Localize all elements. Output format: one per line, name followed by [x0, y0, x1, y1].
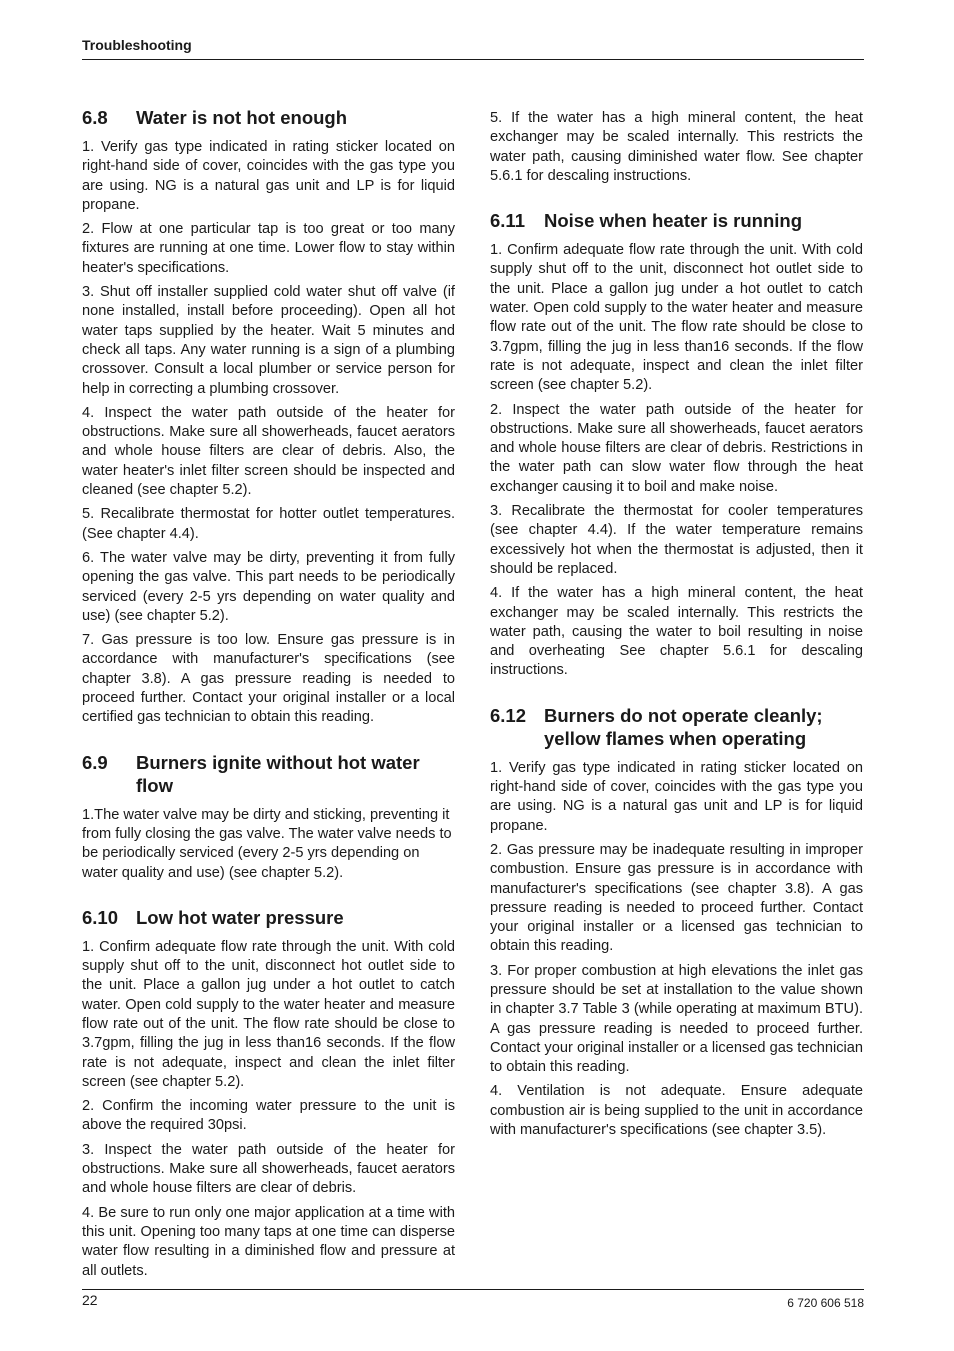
- paragraph: 3. Recalibrate the thermostat for cooler temperatures (see chapter 4.4). If the water temperature remains excessively hot when the thermostat is adjusted, then it should be replaced.: [490, 503, 863, 577]
- paragraph: 1. Verify gas type indicated in rating sticker located on right-hand side of cover, coincides with the gas type you are using. NG is a natural gas unit and LP is for liquid propane.: [490, 759, 863, 834]
- section-heading-6-9: [82, 751, 455, 797]
- paragraph: 6. The water valve may be dirty, preventing it from fully opening the gas valve. This part needs to be periodically serviced (every 2-5 yrs depending on water quality and use) (see chapter 5.2).: [82, 549, 455, 624]
- paragraph: 2. Flow at one particular tap is too great or too many fixtures are running at one time. Lower flow to stay within heater's specifications.: [82, 221, 455, 276]
- paragraph: 3. Inspect the water path outside of the heater for obstructions. Make sure all showerheads, faucet aerators and whole house filters are clear of debris.: [82, 1141, 455, 1197]
- header-divider: [82, 59, 864, 60]
- section-heading-6-8: [82, 106, 455, 129]
- paragraph: 1. Verify gas type indicated in rating sticker located on right-hand side of cover, coincides with the gas type you are using. NG is a natural gas unit and LP is for liquid propane.: [82, 139, 455, 213]
- paragraph: 3. Shut off installer supplied cold water shut off valve (if none installed, install before proceeding). Open all hot water taps supplied by the heater. Wait 5 minutes and check all taps. Any water running is a sign of a plumbing crossover. Consult a local plumber or service person for help in correcting a plumbing crossover.: [82, 284, 455, 397]
- paragraph: 5. If the water has a high mineral content, the heat exchanger may be scaled internally. This restricts the water path, causing diminished water flow. See chapter 5.6.1 for descaling instructions.: [490, 110, 863, 184]
- section-number: 6.8: [82, 107, 108, 128]
- section-spacer: [490, 191, 863, 209]
- document-number: 6 720 606 518: [787, 1296, 864, 1310]
- section-title: Water is not hot enough: [136, 107, 348, 128]
- paragraph: 1. Confirm adequate flow rate through the unit. With cold supply shut off to the unit, disconnect hot outlet side to the unit. Place a gallon jug under a hot outlet to catch water. Open cold supply to the water heater and measure flow rate out of the unit. The flow rate should be close to 3.7gpm, filling the jug in less than16 seconds. If the flow rate is not adequate, inspect and clean the inlet filter screen (see chapter 5.2).: [490, 242, 863, 394]
- paragraph: 5. Recalibrate thermostat for hotter outlet temperatures. (See chapter 4.4).: [82, 506, 455, 542]
- paragraph: 2. Inspect the water path outside of the heater for obstructions. Make sure all showerheads, faucet aerators and whole house filters are clear of debris. Restrictions in the water path can slow water flow through the heat exchanger causing it to boil and make noise.: [490, 401, 863, 495]
- paragraph: 4. Inspect the water path outside of the heater for obstructions. Make sure all showerheads, faucet aerators and whole house filters are clear of debris. Also, the water heater's inlet filter screen should be inspected and cleaned (see chapter 5.2).: [82, 404, 455, 499]
- paragraph: 7. Gas pressure is too low. Ensure gas pressure is in accordance with manufacturer's specifications (see chapter 3.8). A gas pressure reading is needed to proceed further. Contact your original installer or a local certified gas technician to obtain this reading.: [82, 632, 455, 726]
- paragraph: 1. Confirm adequate flow rate through the unit. With cold supply shut off to the unit, disconnect hot outlet side to the unit. Place a gallon jug under a hot outlet to catch water. Open cold supply to the water heater and measure flow rate out of the unit. The flow rate should be close to 3.7gpm, filling the jug in less than16 seconds. If the flow rate is not adequate, inspect and clean the inlet filter screen (see chapter 5.2).: [82, 938, 455, 1090]
- section-title: Low hot water pressure: [136, 906, 344, 928]
- section-number: 6.9: [82, 751, 108, 773]
- section-title: Burners ignite without hot water flow: [136, 751, 420, 796]
- paragraph: 1.The water valve may be dirty and sticking, preventing it from fully closing the gas valve. The water valve needs to be periodically serviced (every 2-5 yrs depending on water quality and use) (see chapter 5.2).: [82, 806, 452, 881]
- section-spacer: [82, 888, 455, 906]
- section-number: 6.11: [490, 210, 525, 232]
- section-title: Burners do not operate cleanly; yellow flames when operating: [544, 704, 823, 749]
- paragraph: 2. Gas pressure may be inadequate resulting in improper combustion. Ensure gas pressure is in accordance with manufacturer's specifications (see chapter 3.8). A gas pressure reading is needed to proceed further. Contact your original installer or a licensed gas technician to obtain this reading.: [490, 841, 863, 955]
- section-heading-6-10: [82, 906, 455, 929]
- right-column: [490, 109, 863, 1145]
- section-heading-6-12: [490, 704, 863, 750]
- paragraph: 4. Be sure to run only one major application at a time with this unit. Opening too many taps at one time can disperse water flow resulting in a diminished flow and pressure at all outlets.: [82, 1204, 455, 1279]
- running-header: Troubleshooting: [82, 37, 192, 53]
- section-spacer: [490, 686, 863, 704]
- page-number: 22: [82, 1292, 98, 1308]
- paragraph: 4. If the water has a high mineral content, the heat exchanger may be scaled internally. This restricts the water path, causing the water to boil resulting in noise and overheating See chapter 5.6.1 for descaling instructions.: [490, 585, 863, 679]
- section-number: 6.12: [490, 704, 527, 726]
- section-spacer: [82, 733, 455, 751]
- left-column: [82, 106, 455, 1286]
- paragraph: 3. For proper combustion at high elevations the inlet gas pressure should be set at installation to the value shown in chapter 3.7 Table 3 (while operating at maximum BTU). A gas pressure reading is needed to proceed further. Contact your original installer or a licensed gas technician to obtain this reading.: [490, 962, 863, 1076]
- section-number: 6.10: [82, 906, 119, 928]
- paragraph: 2. Confirm the incoming water pressure to the unit is above the required 30psi.: [82, 1098, 455, 1134]
- section-title: Noise when heater is running: [544, 210, 803, 232]
- footer-divider: [82, 1289, 864, 1290]
- section-heading-6-11: [490, 209, 863, 232]
- paragraph: 4. Ventilation is not adequate. Ensure adequate combustion air is being supplied to the unit in accordance with manufacturer's specifications (see chapter 3.5).: [490, 1083, 863, 1139]
